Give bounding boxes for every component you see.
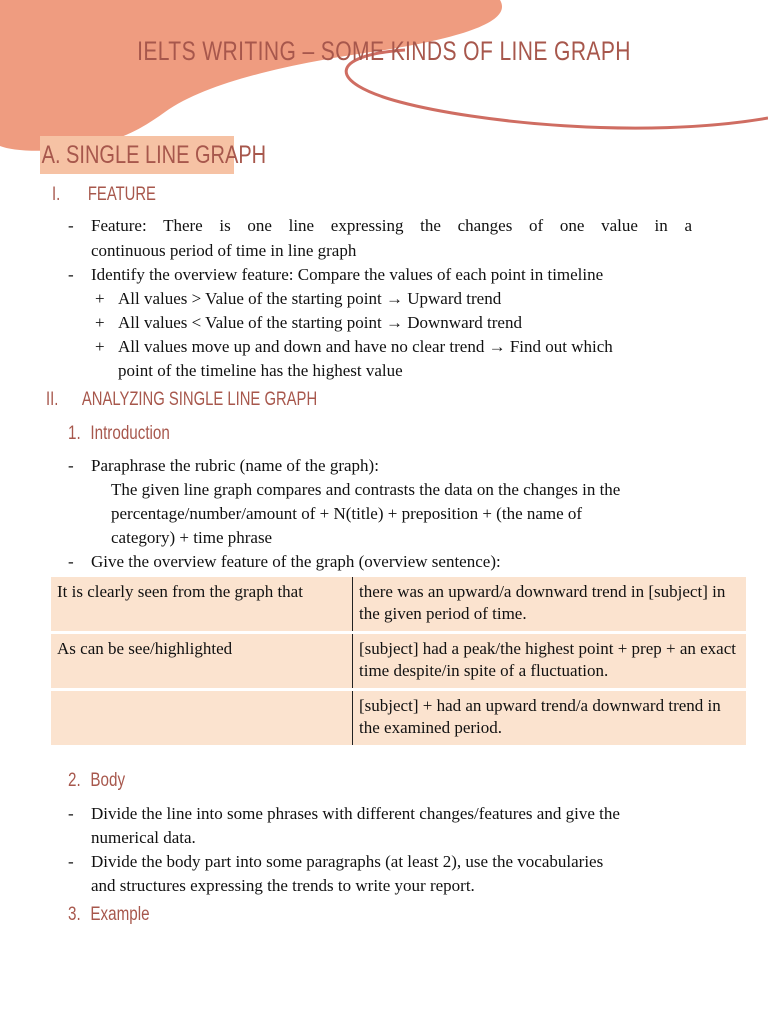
section-ii-title: ANALYZING SINGLE LINE GRAPH [81,389,318,410]
table-cell-left [51,690,353,746]
bullet-plus: + [95,313,105,332]
body-title: Body [90,770,126,791]
bullet-dash: - [68,552,74,571]
body-bullet2-line1: Divide the body part into some paragraphs (at least 2), use the vocabularies [91,852,604,871]
table-cell-left: It is clearly seen from the graph that [51,577,353,633]
section-i-number: I. [52,184,61,205]
section-i-title: FEATURE [87,184,156,205]
table-row [51,577,746,633]
body-heading [68,770,125,792]
paraphrase-text-line3: category) + time phrase [111,528,273,547]
paraphrase-text-line2: percentage/number/amount of + N(title) + preposition + (the name of [111,504,583,523]
bullet-dash: - [68,852,74,871]
section-a-heading-text: A. SINGLE LINE GRAPH [41,141,267,169]
introduction-heading [68,423,170,445]
introduction-number: 1. [68,423,81,444]
bullet-plus: + [95,337,105,356]
bullet-dash: - [68,216,74,235]
section-a-heading [40,136,267,174]
body-bullet2-line2: and structures expressing the trends to write your report. [91,876,475,895]
table-cell-right: [subject] + had an upward trend/a downward trend in the examined period. [353,690,747,746]
bullet-dash: - [68,456,74,475]
table-cell-right: there was an upward/a downward trend in [subject] in the given period of time. [353,577,747,633]
paraphrase-text-line1: The given line graph compares and contrasts the data on the changes in the [111,480,621,499]
body-bullet1-line1: Divide the line into some phrases with different changes/features and give the [91,804,620,823]
feature-bullet-line2: continuous period of time in line graph [91,241,357,260]
sub-bullet-downward: All values < Value of the starting point → Downward trend [118,313,522,332]
paraphrase-bullet: Paraphrase the rubric (name of the graph): [91,456,379,475]
table-cell-right: [subject] had a peak/the highest point + prep + an exact time despite/in spite of a fluctuation. [353,633,747,690]
salmon-blob-shape [0,0,502,151]
section-i-heading [52,184,156,206]
table-row [51,633,746,690]
sub-bullet-fluctuation-line2: point of the timeline has the highest value [118,361,403,380]
overview-bullet: Identify the overview feature: Compare the values of each point in timeline [91,265,604,284]
feature-bullet-line1: Feature: There is one line expressing the changes of one value in a [91,216,692,235]
bullet-dash: - [68,265,74,284]
overview-sentence-bullet: Give the overview feature of the graph (overview sentence): [91,552,501,571]
example-title: Example [90,904,150,925]
introduction-title: Introduction [90,423,170,444]
section-ii-heading [46,389,317,411]
table-cell-left: As can be see/highlighted [51,633,353,690]
document-title: IELTS WRITING – SOME KINDS OF LINE GRAPH [137,36,631,66]
sub-bullet-upward: All values > Value of the starting point → Upward trend [118,289,502,308]
table-row [51,690,746,746]
sub-bullet-fluctuation-line1: All values move up and down and have no clear trend → Find out which [118,337,613,356]
body-number: 2. [68,770,81,791]
bullet-dash: - [68,804,74,823]
example-heading [68,904,150,926]
overview-sentence-table [51,577,746,745]
section-ii-number: II. [46,389,59,410]
bullet-plus: + [95,289,105,308]
example-number: 3. [68,904,81,925]
body-bullet1-line2: numerical data. [91,828,196,847]
